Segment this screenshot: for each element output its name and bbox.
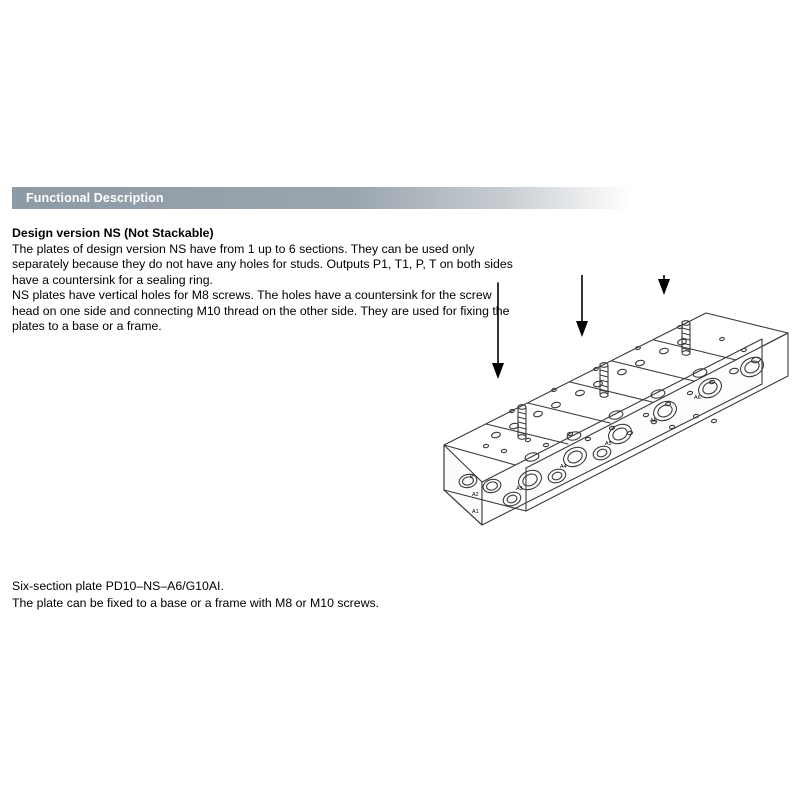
paragraph1-line1: The plates of design version NS have from 1 up to 6 sections. They can be used only (12, 242, 475, 256)
port-label-a2: A2 (472, 492, 479, 498)
paragraph2-line1: NS plates have vertical holes for M8 screws. The holes have a countersink for the screw (12, 288, 492, 303)
port-label-a3: A3 (516, 486, 523, 492)
design-version-heading: Design version NS (Not Stackable) (12, 226, 214, 240)
paragraph2-line2: head on one side and connecting M10 thread on the other side. They are used for fixing the (12, 303, 510, 318)
caption-line2: The plate can be fixed to a base or a frame with M8 or M10 screws. (12, 596, 380, 610)
manifold-plate-figure (400, 275, 800, 565)
section-title: Functional Description (26, 191, 164, 205)
port-label-a7: A6 (694, 395, 701, 401)
port-label-p: P (470, 474, 474, 480)
port-label-a1: A1 (472, 509, 479, 515)
figure-caption (12, 578, 552, 612)
caption-line1: Six-section plate PD10–NS–A6/G10AI. (12, 579, 224, 593)
port-label-a6: A6 (650, 418, 657, 424)
paragraph1-line2: separately because they do not have any holes for studs. Outputs P1, T1, P, T on both sides (12, 257, 513, 272)
section-header-bar (12, 187, 632, 209)
port-label-a4: A4 (560, 464, 567, 470)
paragraph2-line3: plates to a base or a frame. (12, 319, 162, 334)
port-label-a5: A5 (605, 441, 612, 447)
paragraph1-line3: have a countersink for a sealing ring. (12, 272, 213, 287)
